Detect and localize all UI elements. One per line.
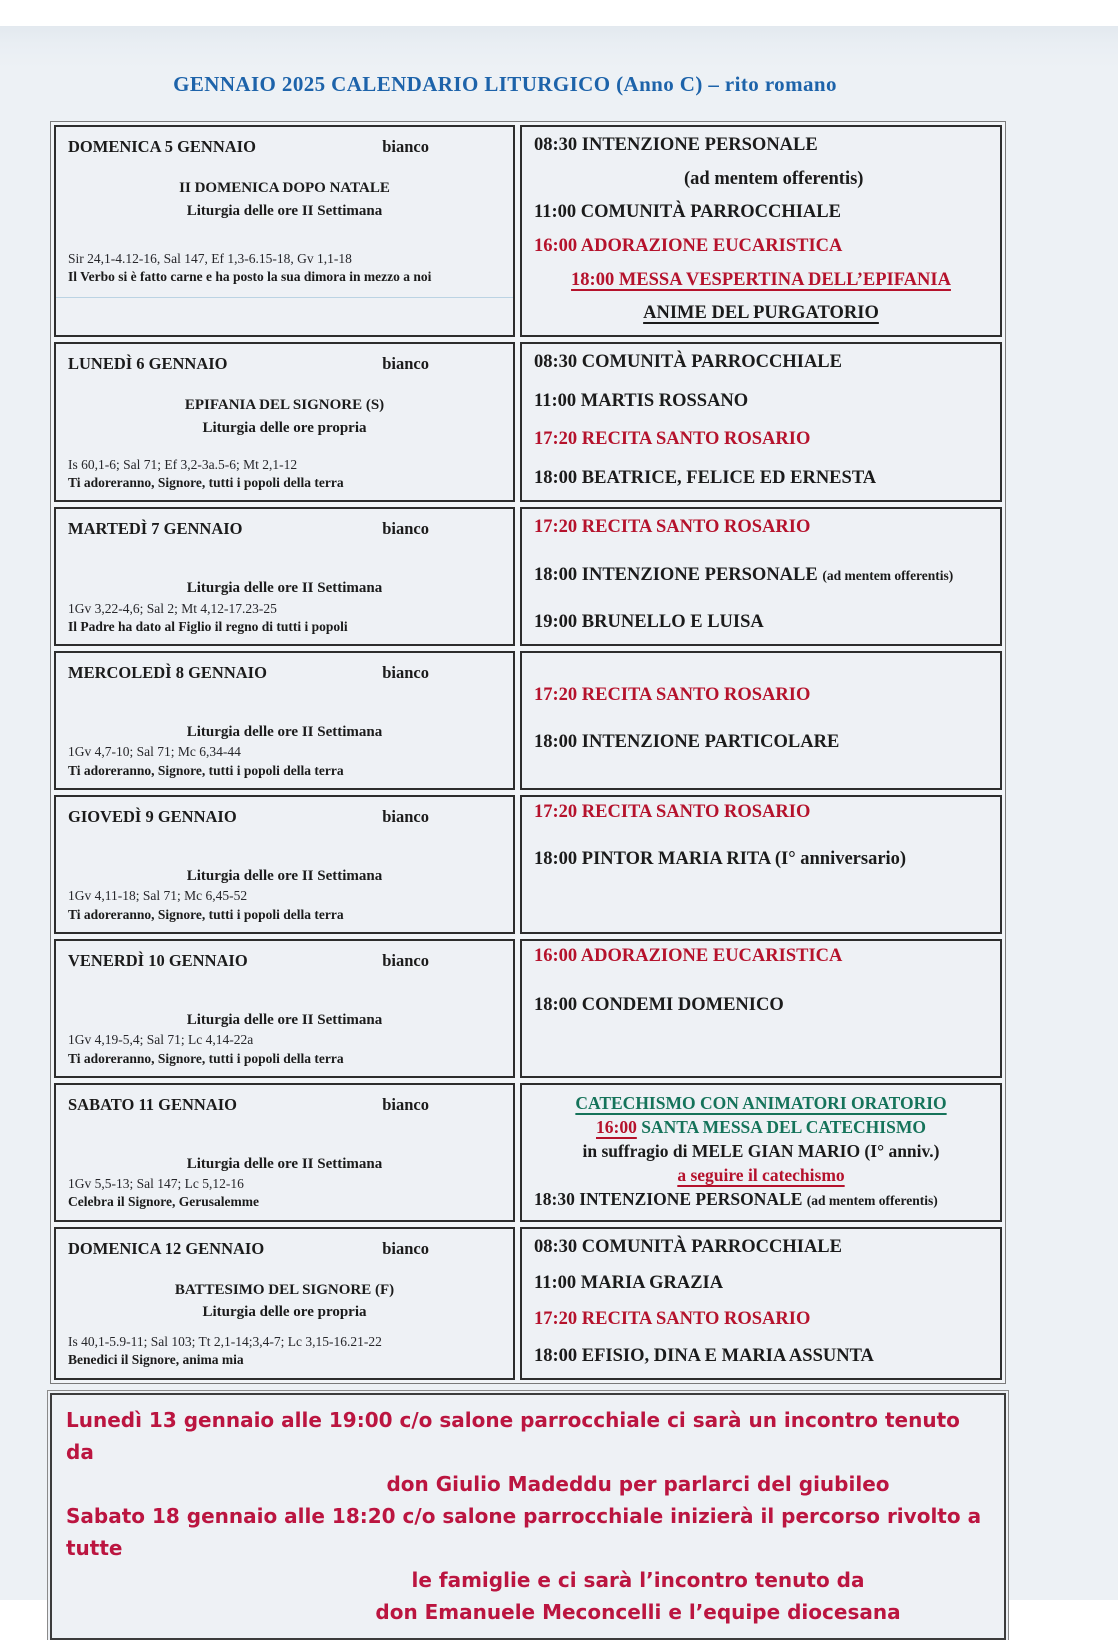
day-row <box>54 651 1002 790</box>
readings-block <box>68 743 501 779</box>
entry-segment: 08:30 COMUNITÀ PARROCCHIALE <box>534 352 842 372</box>
readings-antiphon: Benedici il Signore, anima mia <box>68 1352 244 1368</box>
mass-entry <box>684 169 988 191</box>
entry-segment: 18:00 INTENZIONE PARTICOLARE <box>534 731 840 752</box>
mass-entry <box>534 429 988 451</box>
entry-segment: 18:00 INTENZIONE PERSONALE <box>534 564 823 585</box>
entry-segment: SANTA MESSA DEL CATECHISMO <box>636 1116 926 1137</box>
entry-segment: a seguire il catechismo <box>677 1164 845 1185</box>
feast-block <box>68 1279 501 1324</box>
mass-entry <box>534 1273 988 1295</box>
day-cell-right <box>520 939 1002 1078</box>
readings-citation: 1Gv 5,5-13; Sal 147; Lc 5,12-16 <box>68 1176 244 1192</box>
readings-block <box>68 1175 501 1211</box>
day-cell-left <box>54 125 515 337</box>
day-header <box>68 1239 501 1259</box>
day-title: SABATO 11 GENNAIO <box>68 1094 238 1114</box>
entry-segment: (ad mentem offerentis) <box>822 567 954 583</box>
announcement-line: le famiglie e ci sarà l’incontro tenuto da <box>411 1567 865 1592</box>
readings-block <box>68 250 501 286</box>
mass-entry <box>534 995 988 1017</box>
mass-entry <box>534 612 988 634</box>
liturgy-line: Liturgia delle ore propria <box>202 1304 367 1321</box>
day-cell-left <box>54 1227 515 1380</box>
feast-block <box>68 1153 501 1176</box>
day-cell-left <box>54 1083 515 1222</box>
liturgical-color-label: bianco <box>382 1094 429 1114</box>
readings-block <box>68 887 501 923</box>
liturgy-line: Liturgia delle ore II Settimana <box>186 580 383 596</box>
day-cell-left <box>54 342 515 502</box>
entry-segment: 16:00 <box>596 1116 637 1137</box>
mass-entry <box>534 270 988 292</box>
day-cell-right <box>520 342 1002 502</box>
mass-entry <box>534 1346 988 1368</box>
mass-entry <box>534 1237 988 1259</box>
feast-block <box>68 577 501 600</box>
mass-entry <box>534 685 988 707</box>
entry-segment: 16:00 ADORAZIONE EUCARISTICA <box>534 945 843 966</box>
entry-segment: 18:30 INTENZIONE PERSONALE <box>534 1189 807 1209</box>
page-title: GENNAIO 2025 CALENDARIO LITURGICO (Anno C) – rito romano <box>173 72 837 96</box>
mass-entry <box>534 1189 988 1210</box>
entry-segment: ANIME DEL PURGATORIO <box>643 303 879 324</box>
day-title: GIOVEDÌ 9 GENNAIO <box>68 806 237 826</box>
feast-block <box>68 394 501 439</box>
mass-entry <box>534 202 988 224</box>
readings-citation: 1Gv 4,19-5,4; Sal 71; Lc 4,14-22a <box>68 1032 254 1048</box>
day-header <box>68 519 501 539</box>
readings-antiphon: Ti adoreranno, Signore, tutti i popoli della terra <box>68 906 344 922</box>
entry-segment: 18:00 PINTOR MARIA RITA (I° anniversario) <box>534 848 907 869</box>
mass-entry <box>534 391 988 413</box>
announcement-line: don Giulio Madeddu per parlarci del giubileo <box>386 1471 890 1496</box>
liturgical-color-label: bianco <box>382 806 429 826</box>
readings-block <box>68 456 501 492</box>
day-header <box>68 951 501 971</box>
liturgical-color-label: bianco <box>382 354 429 373</box>
feast-title: BATTESIMO DEL SIGNORE (F) <box>174 1281 395 1298</box>
day-cell-left <box>54 507 515 646</box>
day-cell-left <box>54 651 515 790</box>
liturgical-color-label: bianco <box>382 137 429 156</box>
day-row <box>54 507 1002 646</box>
entry-segment: 08:30 COMUNITÀ PARROCCHIALE <box>534 1236 842 1257</box>
readings-block <box>68 600 501 636</box>
entry-segment: 17:20 RECITA SANTO ROSARIO <box>534 429 811 450</box>
entry-segment: 17:20 RECITA SANTO ROSARIO <box>534 685 811 706</box>
readings-antiphon: Celebra il Signore, Gerusalemme <box>68 1194 259 1210</box>
readings-citation: 1Gv 4,7-10; Sal 71; Mc 6,34-44 <box>68 744 241 760</box>
liturgy-line: Liturgia delle ore propria <box>202 419 367 436</box>
day-title: DOMENICA 12 GENNAIO <box>68 1238 265 1258</box>
entry-segment: (ad mentem offerentis) <box>806 1193 938 1208</box>
entry-segment: 18:00 EFISIO, DINA E MARIA ASSUNTA <box>534 1345 874 1366</box>
mass-entry <box>534 946 988 968</box>
day-row <box>54 342 1002 502</box>
readings-antiphon: Il Padre ha dato al Figlio il regno di tutti i popoli <box>68 618 348 634</box>
day-title: MERCOLEDÌ 8 GENNAIO <box>68 662 267 682</box>
entry-segment: 11:00 MARIA GRAZIA <box>534 1273 724 1294</box>
entry-segment: 11:00 MARTIS ROSSANO <box>534 390 749 411</box>
day-cell-right <box>520 1083 1002 1222</box>
day-header <box>68 137 501 157</box>
day-row <box>54 1227 1002 1380</box>
entry-segment: CATECHISMO CON ANIMATORI ORATORIO <box>575 1092 947 1113</box>
mass-entry <box>534 849 988 871</box>
mass-entry <box>534 236 988 258</box>
day-title: MARTEDÌ 7 GENNAIO <box>68 519 243 538</box>
liturgical-color-label: bianco <box>382 1238 429 1258</box>
announcement-line: don Emanuele Meconcelli e l’equipe diocesana <box>375 1599 901 1624</box>
mass-entry <box>534 1093 988 1114</box>
entry-segment: 17:20 RECITA SANTO ROSARIO <box>534 517 811 537</box>
feast-block <box>68 721 501 744</box>
feast-block <box>68 177 501 222</box>
readings-block <box>68 1333 501 1369</box>
liturgy-line: Liturgia delle ore II Settimana <box>186 1155 383 1172</box>
mass-entry <box>534 1309 988 1331</box>
day-row <box>54 1083 1002 1222</box>
mass-entry <box>534 303 988 325</box>
liturgy-line: Liturgia delle ore II Settimana <box>186 867 383 884</box>
entry-segment: 18:00 BEATRICE, FELICE ED ERNESTA <box>534 468 877 489</box>
mass-entry <box>534 732 988 754</box>
entry-segment: 19:00 BRUNELLO E LUISA <box>534 612 764 633</box>
entry-segment: 17:20 RECITA SANTO ROSARIO <box>534 801 811 822</box>
day-cell-right <box>520 125 1002 337</box>
entry-segment: 11:00 COMUNITÀ PARROCCHIALE <box>534 202 841 223</box>
entry-segment: 17:20 RECITA SANTO ROSARIO <box>534 1309 811 1330</box>
mass-entry <box>534 135 988 157</box>
mass-entry <box>534 468 988 490</box>
day-row <box>54 939 1002 1078</box>
readings-antiphon: Ti adoreranno, Signore, tutti i popoli della terra <box>68 1050 344 1066</box>
entry-segment: 18:00 MESSA VESPERTINA DELL’EPIFANIA <box>571 269 951 290</box>
day-cell-right <box>520 507 1002 646</box>
day-header <box>68 807 501 827</box>
liturgy-line: Liturgia delle ore II Settimana <box>186 1011 383 1028</box>
paper-background <box>0 26 1118 1624</box>
entry-segment: 16:00 ADORAZIONE EUCARISTICA <box>534 235 843 256</box>
entry-segment: 08:30 INTENZIONE PERSONALE <box>534 135 818 155</box>
liturgical-color-label: bianco <box>382 950 429 970</box>
readings-antiphon: Ti adoreranno, Signore, tutti i popoli della terra <box>68 474 344 490</box>
day-cell-left <box>54 795 515 934</box>
day-cell-right <box>520 795 1002 934</box>
calendar-table <box>50 121 1006 1384</box>
mass-entry <box>534 565 988 587</box>
readings-antiphon: Ti adoreranno, Signore, tutti i popoli della terra <box>68 762 344 778</box>
day-row <box>54 795 1002 934</box>
entry-segment: 18:00 CONDEMI DOMENICO <box>534 994 784 1015</box>
day-header <box>68 354 501 374</box>
readings-citation: 1Gv 3,22-4,6; Sal 2; Mt 4,12-17.23-25 <box>68 600 277 616</box>
day-row <box>54 125 1002 337</box>
liturgy-line: Liturgia delle ore II Settimana <box>186 202 383 219</box>
mass-entry <box>534 1141 988 1162</box>
day-header <box>68 1095 501 1115</box>
day-cell-left <box>54 939 515 1078</box>
readings-citation: Sir 24,1-4.12-16, Sal 147, Ef 1,3-6.15-18, Gv 1,1-18 <box>68 251 352 266</box>
feast-block <box>68 865 501 888</box>
readings-citation: Is 60,1-6; Sal 71; Ef 3,2-3a.5-6; Mt 2,1-12 <box>68 456 298 472</box>
liturgy-line: Liturgia delle ore II Settimana <box>186 723 383 740</box>
readings-antiphon: Il Verbo si è fatto carne e ha posto la sua dimora in mezzo a noi <box>68 269 432 285</box>
mass-entry <box>534 1117 988 1138</box>
feast-title: EPIFANIA DEL SIGNORE (S) <box>184 397 385 413</box>
mass-entry <box>534 802 988 824</box>
announcement-line: Lunedì 13 gennaio alle 19:00 c/o salone parrocchiale ci sarà un incontro tenuto da <box>66 1407 960 1464</box>
announcement-box <box>50 1393 1006 1640</box>
day-cell-right <box>520 651 1002 790</box>
announcement-line: Sabato 18 gennaio alle 18:20 c/o salone parrocchiale inizierà il percorso rivolto a tutte <box>66 1503 982 1560</box>
day-title: DOMENICA 5 GENNAIO <box>68 137 256 156</box>
day-header <box>68 663 501 683</box>
liturgical-color-label: bianco <box>382 662 429 682</box>
mass-entry <box>534 1165 988 1186</box>
day-title: LUNEDÌ 6 GENNAIO <box>68 354 228 373</box>
feast-block <box>68 1009 501 1032</box>
entry-segment: in suffragio di MELE GIAN MARIO (I° anniv.) <box>582 1140 940 1161</box>
feast-title: II DOMENICA DOPO NATALE <box>179 180 390 196</box>
mass-entry <box>534 517 988 539</box>
day-title: VENERDÌ 10 GENNAIO <box>68 950 248 970</box>
liturgical-color-label: bianco <box>382 519 429 538</box>
readings-citation: Is 40,1-5.9-11; Sal 103; Tt 2,1-14;3,4-7; Lc 3,15-16.21-22 <box>68 1334 382 1350</box>
mass-entry <box>534 352 988 374</box>
day-cell-right <box>520 1227 1002 1380</box>
readings-citation: 1Gv 4,11-18; Sal 71; Mc 6,45-52 <box>68 888 248 904</box>
entry-segment: (ad mentem offerentis) <box>684 168 864 189</box>
readings-block <box>68 1031 501 1067</box>
